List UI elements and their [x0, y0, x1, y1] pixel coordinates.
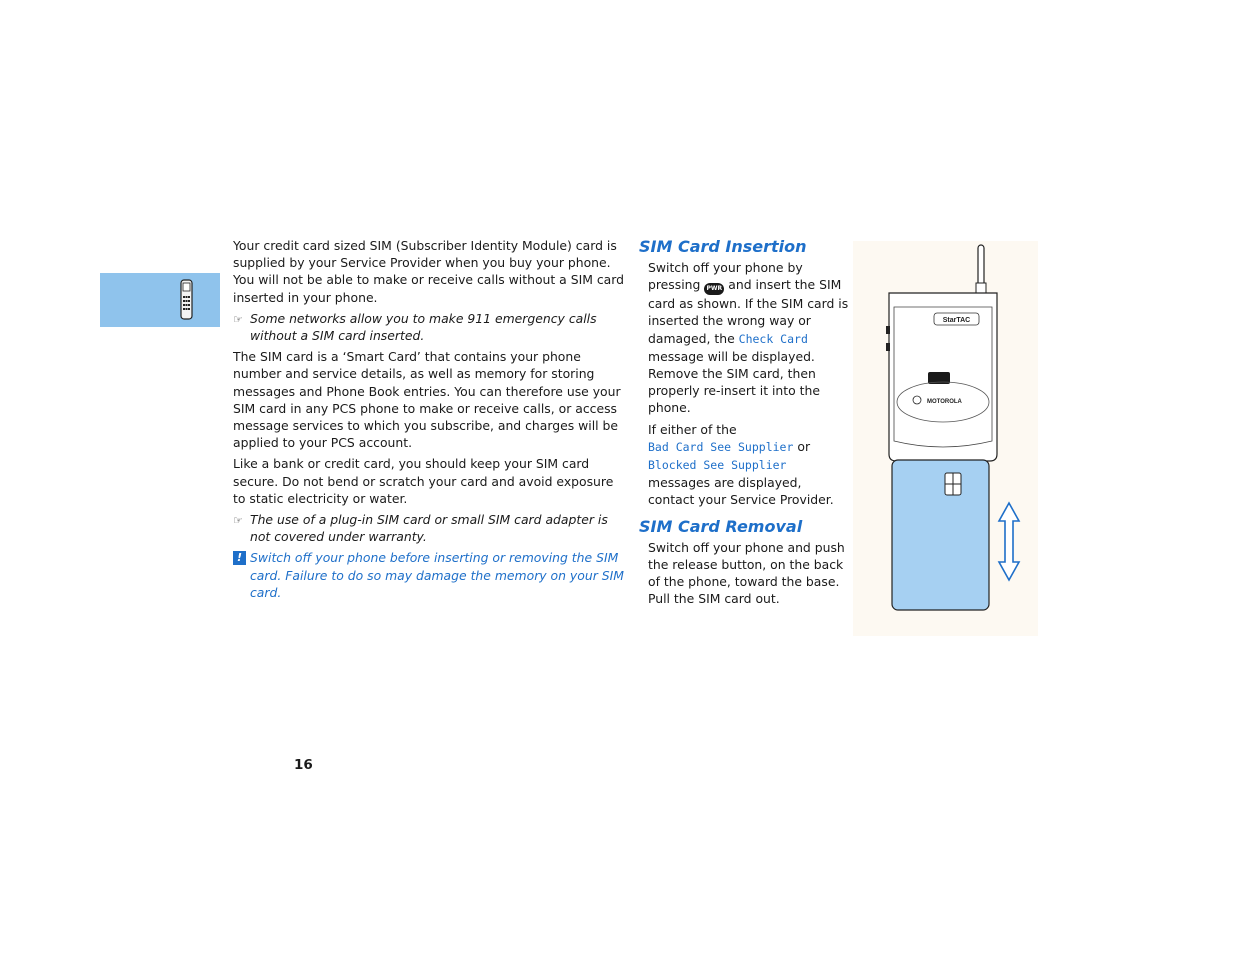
phone-illustration: [853, 241, 1038, 636]
smart-card-paragraph: The SIM card is a ‘Smart Card’ that contains your phone number and service details, as well as memory for storing messages and Phone Book entries. You can therefore use your SIM card in any PCS phone to make or receive calls, or access message services to which you subscribe, and charges will be applied to your PCS account.: [233, 349, 621, 451]
note-icon: ☞: [233, 312, 243, 326]
instructions-column: [639, 237, 849, 611]
removal-paragraph: Switch off your phone and push the release button, on the back of the phone, toward the base. Pull the SIM card out.: [648, 539, 845, 607]
insertion-paragraph: Switch off your phone by pressing PWR and insert the SIM card as shown. If the SIM card is inserted the wrong way or damaged, the Check Card message will be displayed. Remove the SIM card, then properly re-insert it into the phone.: [648, 260, 849, 416]
section-tab: [100, 273, 220, 327]
note-warranty: ☞ The use of a plug-in SIM card or small SIM card adapter is not covered under warranty.: [233, 512, 608, 545]
warning-icon: !: [233, 551, 246, 565]
supplier-paragraph: If either of the Bad Card See Supplier or Blocked See Supplier messages are displayed, contact your Service Provider.: [648, 421, 834, 508]
note-icon: ☞: [233, 514, 243, 528]
pwr-key-icon: PWR: [704, 283, 724, 295]
intro-paragraph: Your credit card sized SIM (Subscriber Identity Module) card is supplied by your Service Provider when you buy your phone. You will not be able to make or receive calls without a SIM card inserted in your phone.: [233, 238, 625, 305]
note-emergency: ☞ Some networks allow you to make 911 emergency calls without a SIM card inserted.: [233, 310, 597, 344]
blocked-message: Blocked See Supplier: [648, 458, 787, 473]
phone-drawing: [853, 241, 1038, 636]
maker-label: MOTOROLA: [927, 399, 962, 405]
brand-label: StarTAC: [942, 317, 971, 324]
heading-insertion: SIM Card Insertion: [639, 237, 807, 256]
phone-icon: [180, 279, 193, 320]
sim-card: [892, 460, 989, 610]
intro-column: [233, 237, 625, 605]
bad-card-message: Bad Card See Supplier: [648, 439, 794, 454]
heading-removal: SIM Card Removal: [639, 516, 803, 536]
security-paragraph: Like a bank or credit card, you should keep your SIM card secure. Do not bend or scratch your card and avoid exposure to static electricity or water.: [233, 456, 614, 506]
insert-remove-arrow-icon: [999, 503, 1019, 580]
check-card-message: Check Card: [738, 331, 808, 346]
warning-paragraph: ! Switch off your phone before inserting or removing the SIM card. Failure to do so may damage the memory on your SIM card.: [233, 549, 625, 601]
page-number: 16: [294, 757, 313, 773]
